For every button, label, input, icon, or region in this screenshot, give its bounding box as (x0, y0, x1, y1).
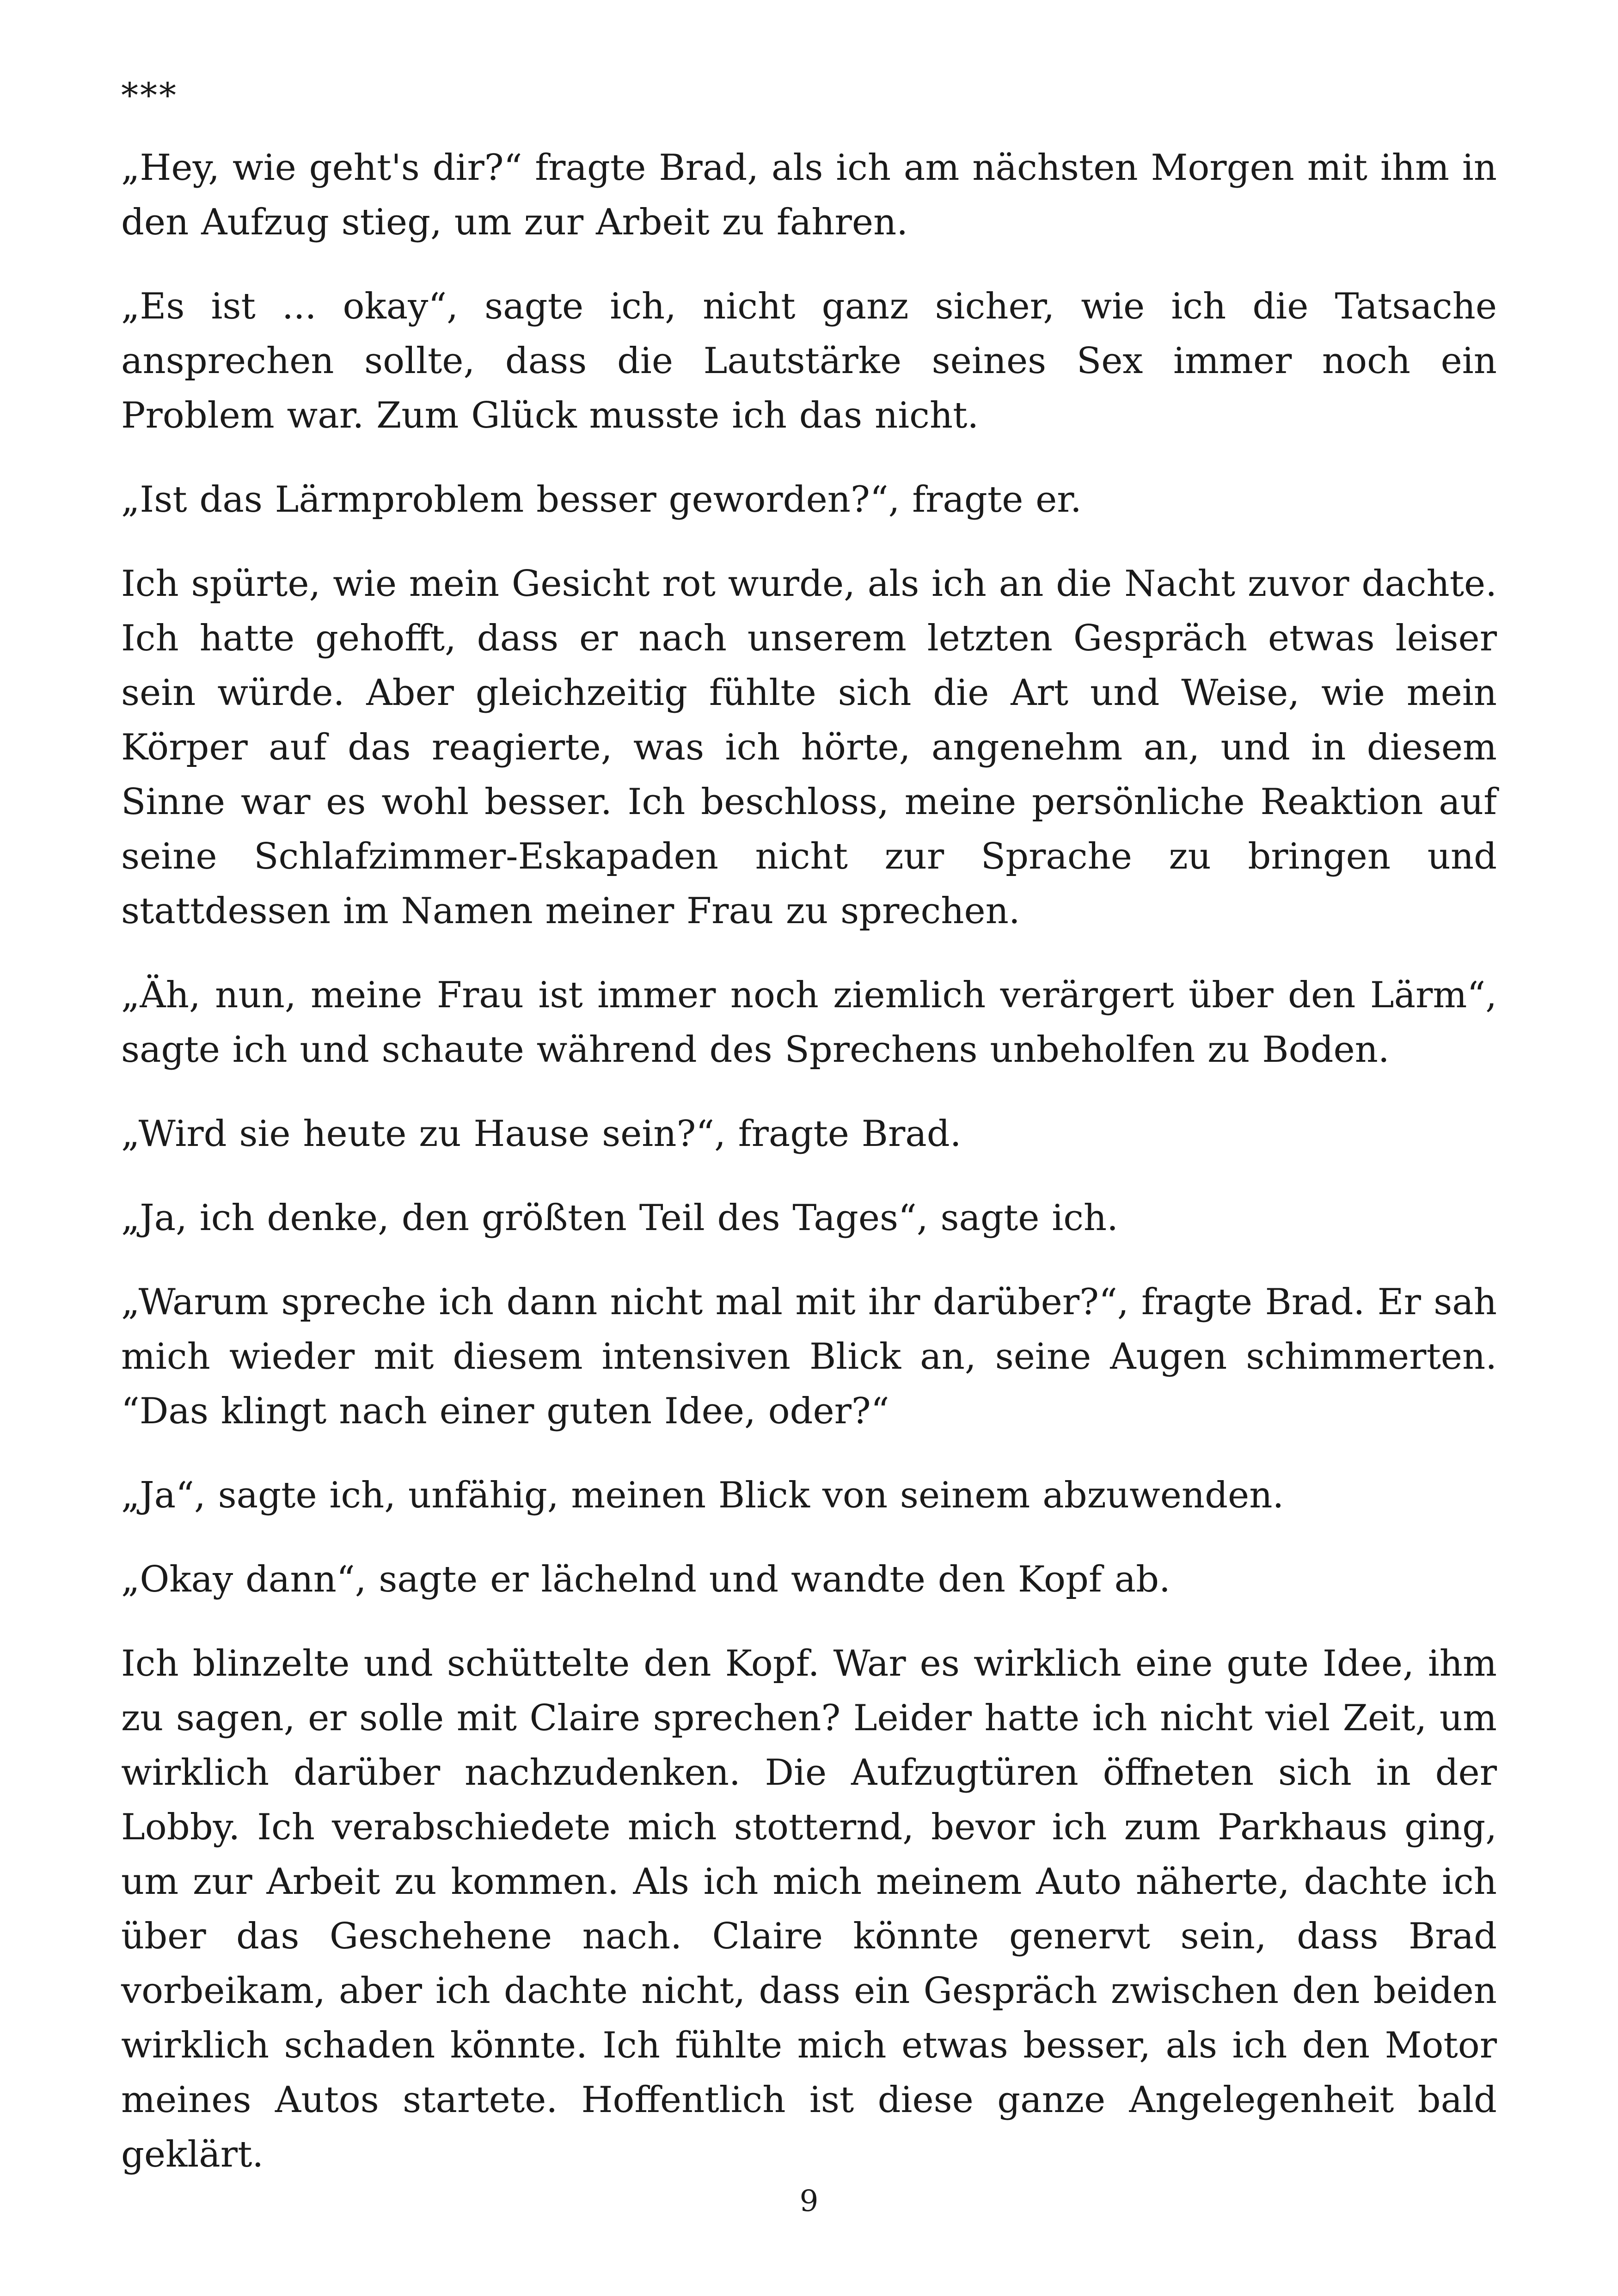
paragraph: „Wird sie heute zu Hause sein?“, fragte Brad. (121, 1113, 962, 1155)
paragraph: „Ist das Lärmproblem besser geworden?“, fragte er. (121, 479, 1082, 520)
paragraph: „Okay dann“, sagte er lächelnd und wandte den Kopf ab. (121, 1559, 1171, 1600)
paragraph: „Ja“, sagte ich, unfähig, meinen Blick von seinem abzuwenden. (121, 1475, 1284, 1516)
page-number: 9 (799, 2184, 819, 2218)
page-content (121, 76, 1497, 2211)
paragraph: „Ja, ich denke, den größten Teil des Tages“, sagte ich. (121, 1197, 1118, 1239)
paragraph: „Es ist ... okay“, sagte ich, nicht ganz sicher, wie ich die Tatsache ansprechen sollte, dass die Lautstärke seines Sex immer noch ein Problem war. Zum Glück musste ich das nicht. (121, 286, 1497, 436)
paragraph: „Hey, wie geht's dir?“ fragte Brad, als ich am nächsten Morgen mit ihm in den Aufzug stieg, um zur Arbeit zu fahren. (121, 147, 1497, 243)
paragraph: „Äh, nun, meine Frau ist immer noch ziemlich verärgert über den Lärm“, sagte ich und schaute während des Sprechens unbeholfen zu Boden. (121, 974, 1497, 1071)
scene-separator: *** (121, 76, 178, 116)
paragraph: Ich blinzelte und schüttelte den Kopf. War es wirklich eine gute Idee, ihm zu sagen, er solle mit Claire sprechen? Leider hatte ich nicht viel Zeit, um wirklich darüber nachzudenken. Die Aufzugtüren öffneten sich in der Lobby. Ich verabschiedete mich stotternd, bevor ich zum Parkhaus ging, um zur Arbeit zu kommen. Als ich mich meinem Auto näherte, dachte ich über das Geschehene nach. Claire könnte genervt sein, dass Brad vorbeikam, aber ich dachte nicht, dass ein Gespräch zwischen den beiden wirklich schaden könnte. Ich fühlte mich etwas besser, als ich den Motor meines Autos startete. Hoffentlich ist diese ganze Angelegenheit bald geklärt. (121, 1643, 1497, 2175)
paragraph: „Warum spreche ich dann nicht mal mit ihr darüber?“, fragte Brad. Er sah mich wieder mit diesem intensiven Blick an, seine Augen schimmerten. “Das klingt nach einer guten Idee, oder?“ (121, 1281, 1497, 1432)
paragraph: Ich spürte, wie mein Gesicht rot wurde, als ich an die Nacht zuvor dachte. Ich hatte gehofft, dass er nach unserem letzten Gespräch etwas leiser sein würde. Aber gleichzeitig fühlte sich die Art und Weise, wie mein Körper auf das reagierte, was ich hörte, angenehm an, und in diesem Sinne war es wohl besser. Ich beschloss, meine persönliche Reaktion auf seine Schlafzimmer-Eskapaden nicht zur Sprache zu bringen und stattdessen im Namen meiner Frau zu sprechen. (121, 563, 1497, 932)
